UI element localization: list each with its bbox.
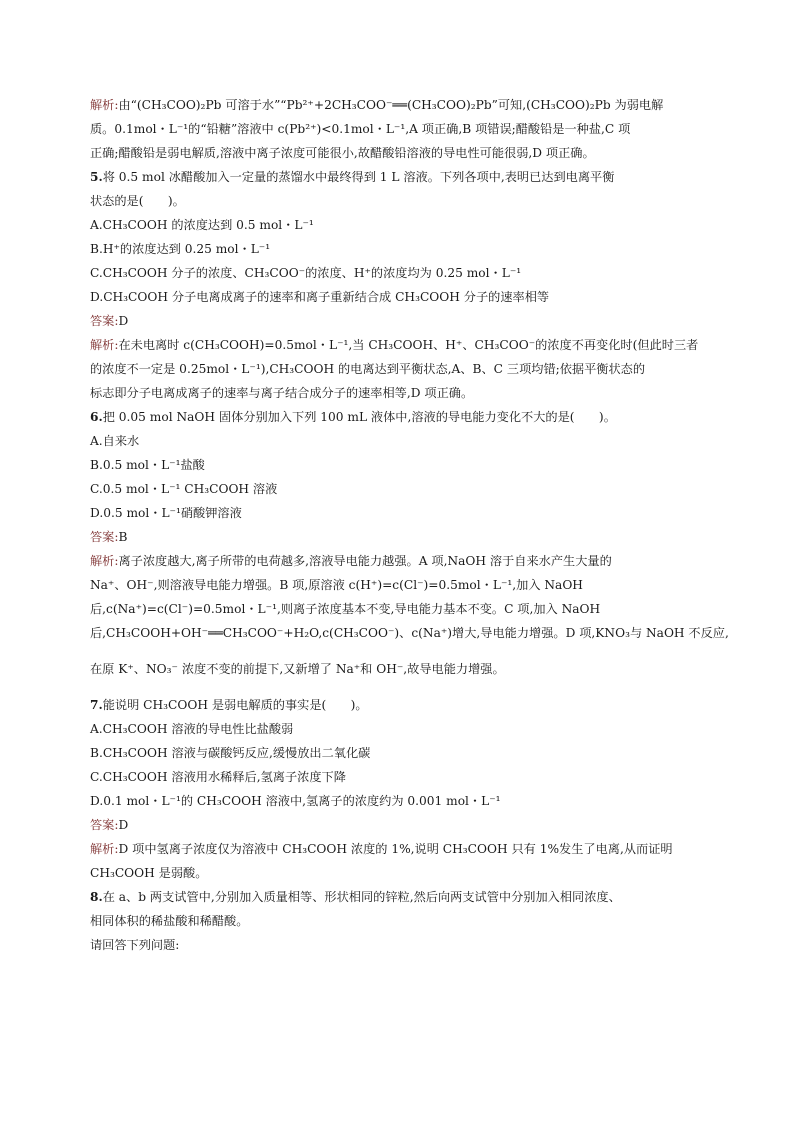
question-number: 8. [90,890,103,904]
line-text: 在未电离时 c(CH₃COOH)=0.5mol・L⁻¹,当 CH₃COOH、H⁺、CH₃COO⁻的浓度不再变化时(但此时三者 [118,338,699,352]
text-line [90,481,277,497]
analysis-label: 解析: [90,842,119,856]
line-text: 状态的是( )。 [90,194,185,208]
text-line [90,745,370,761]
line-text: A.CH₃COOH 的浓度达到 0.5 mol・L⁻¹ [90,218,314,232]
text-line [90,937,179,953]
line-text: 在原 K⁺、NO₃⁻ 浓度不变的前提下,又新增了 Na⁺和 OH⁻,故导电能力增强。 [90,662,505,676]
analysis-label: 解析: [90,338,119,352]
line-text: B.CH₃COOH 溶液与碳酸钙反应,缓慢放出二氧化碳 [90,746,371,760]
text-line [90,217,314,233]
line-text: 后,c(Na⁺)=c(Cl⁻)=0.5mol・L⁻¹,则离子浓度基本不变,导电能力基本不变。C 项,加入 NaOH [90,602,601,616]
text-line [90,697,368,713]
text-line [90,385,473,401]
text-line [90,193,185,209]
answer-label: 答案: [90,530,119,544]
answer-label: 答案: [90,818,119,832]
line-text: D [118,818,129,832]
text-line [90,661,505,677]
text-line [90,865,207,881]
line-text: CH₃COOH 是弱酸。 [90,866,208,880]
analysis-label: 解析: [90,554,119,568]
line-text: D [118,314,129,328]
line-text: B.H⁺的浓度达到 0.25 mol・L⁻¹ [90,242,271,256]
text-line [90,577,583,593]
text-line [90,121,630,137]
line-text: 相同体积的稀盐酸和稀醋酸。 [90,914,249,928]
analysis-label: 解析: [90,98,119,112]
line-text: B.0.5 mol・L⁻¹盐酸 [90,458,205,472]
text-line [90,817,128,833]
answer-label: 答案: [90,314,119,328]
text-line [90,841,673,857]
line-text: 能说明 CH₃COOH 是弱电解质的事实是( )。 [102,698,368,712]
line-text: 离子浓度越大,离子所带的电荷越多,溶液导电能力越强。A 项,NaOH 溶于自来水产生大量的 [118,554,612,568]
question-number: 5. [90,170,103,184]
line-text: Na⁺、OH⁻,则溶液导电能力增强。B 项,原溶液 c(H⁺)=c(Cl⁻)=0.5mol・L⁻¹,加入 NaOH [90,578,583,592]
line-text: A.CH₃COOH 溶液的导电性比盐酸弱 [90,722,294,736]
line-text: 的浓度不一定是 0.25mol・L⁻¹),CH₃COOH 的电离达到平衡状态,A、B、C 三项均错;依据平衡状态的 [90,362,646,376]
line-text: 把 0.05 mol NaOH 固体分别加入下列 100 mL 液体中,溶液的导电能力变化不大的是( )。 [102,410,616,424]
text-line [90,793,501,809]
text-line [90,145,595,161]
text-line [90,913,248,929]
text-line [90,529,127,545]
question-number: 7. [90,698,103,712]
text-line [90,313,128,329]
line-text: C.0.5 mol・L⁻¹ CH₃COOH 溶液 [90,482,278,496]
line-text: 请回答下列问题: [90,938,180,952]
text-line [90,97,663,113]
line-text: 将 0.5 mol 冰醋酸加入一定量的蒸馏水中最终得到 1 L 溶液。下列各项中,表明已达到电离平衡 [102,170,615,184]
text-line [90,433,139,449]
line-text: C.CH₃COOH 溶液用水稀释后,氢离子浓度下降 [90,770,346,784]
question-number: 6. [90,410,103,424]
text-line [90,889,621,905]
text-line [90,721,293,737]
line-text: 在 a、b 两支试管中,分别加入质量相等、形状相同的锌粒,然后向两支试管中分别加入相同浓度、 [102,890,621,904]
line-text: D.0.1 mol・L⁻¹的 CH₃COOH 溶液中,氢离子的浓度约为 0.001 mol・L⁻¹ [90,794,501,808]
text-line [90,361,645,377]
line-text: 由“(CH₃COO)₂Pb 可溶于水”“Pb²⁺+2CH₃COO⁻══(CH₃COO)₂Pb”可知,(CH₃COO)₂Pb 为弱电解 [118,98,664,112]
line-text: D 项中氢离子浓度仅为溶液中 CH₃COOH 浓度的 1%,说明 CH₃COOH 只有 1%发生了电离,从而证明 [118,842,673,856]
text-line [90,409,616,425]
text-line [90,241,270,257]
text-line [90,601,600,617]
line-text: 标志即分子电离成离子的速率与离子结合成分子的速率相等,D 项正确。 [90,386,474,400]
line-text: 正确;醋酸铅是弱电解质,溶液中离子浓度可能很小,故醋酸铅溶液的导电性可能很弱,D 项正确。 [90,146,595,160]
text-line [90,505,242,521]
text-line [90,457,205,473]
text-line [90,265,521,281]
text-line [90,337,698,353]
line-text: B [118,530,128,544]
text-line [90,769,346,785]
line-text: D.0.5 mol・L⁻¹硝酸钾溶液 [90,506,242,520]
line-text: A.自来水 [90,434,140,448]
line-text: C.CH₃COOH 分子的浓度、CH₃COO⁻的浓度、H⁺的浓度均为 0.25 mol・L⁻¹ [90,266,522,280]
text-line [90,625,729,641]
text-line [90,169,614,185]
text-line [90,289,549,305]
text-line [90,553,612,569]
line-text: D.CH₃COOH 分子电离成离子的速率和离子重新结合成 CH₃COOH 分子的速率相等 [90,290,550,304]
line-text: 质。0.1mol・L⁻¹的“铅糖”溶液中 c(Pb²⁺)<0.1mol・L⁻¹,A 项正确,B 项错误;醋酸铅是一种盐,C 项 [90,122,631,136]
line-text: 后,CH₃COOH+OH⁻══CH₃COO⁻+H₂O,c(CH₃COO⁻)、c(Na⁺)增大,导电能力增强。D 项,KNO₃与 NaOH 不反应, [90,626,729,640]
